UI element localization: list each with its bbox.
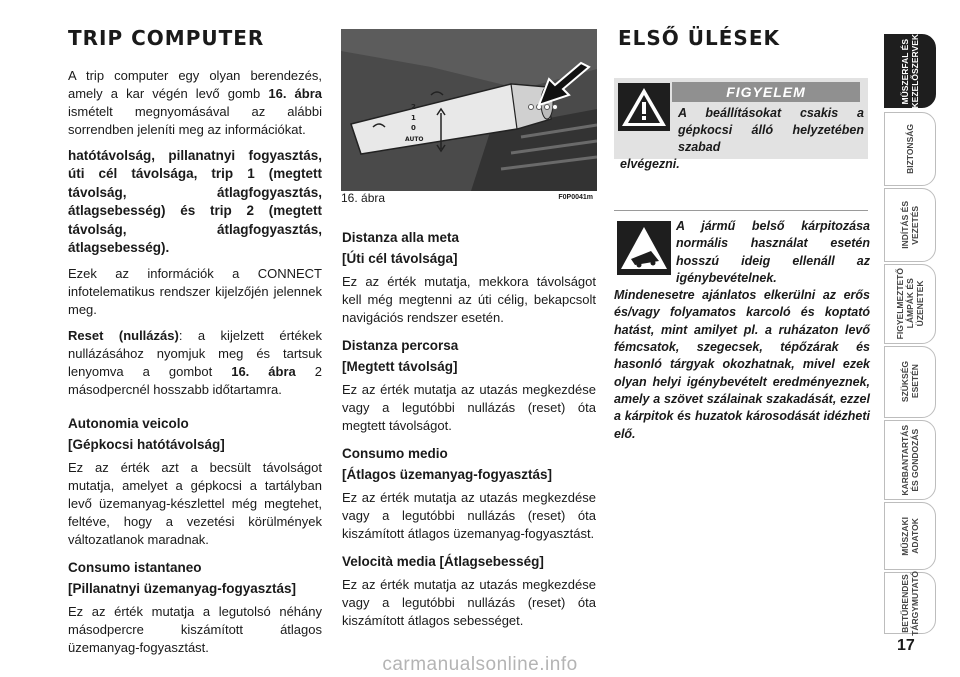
trip-computer-text: [68, 67, 322, 657]
istantaneo-heading: Consumo istantaneo: [68, 560, 202, 576]
velocita-heading: Velocità media [Átlagsebesség]: [342, 554, 544, 569]
meta-heading: Distanza alla meta: [342, 230, 460, 245]
istantaneo-heading-hu: [Pillanatnyi üzemanyag-fogyasztás]: [68, 581, 297, 597]
tab-maintenance[interactable]: KARBANTARTÁS ÉS GONDOZÁS: [884, 420, 936, 500]
trip-intro: A trip computer egy olyan berendezés, amely a kar végén levő gomb 16. ábra ismételt megnyomásával az alábbi sorrendben jeleníti meg az információkat.: [68, 68, 322, 137]
lever-figure: [341, 29, 597, 191]
meta-text: Ez az érték mutatja, mekkora távolságot kell még megtenni az úti célig, bekapcsolt navigációs rendszer esetén.: [342, 274, 596, 325]
percorsa-heading: Distanza percorsa: [342, 338, 459, 353]
lever-label: 0: [411, 124, 416, 132]
tab-warning-lights[interactable]: FIGYELMEZTETŐ LÁMPÁK ÉS ÜZENETEK: [884, 264, 936, 344]
autonomia-heading: Autonomia veicolo: [68, 416, 189, 432]
meta-heading-hu: [Úti cél távolsága]: [342, 251, 458, 266]
trip-computer-title: TRIP COMPUTER: [68, 26, 265, 50]
info-sequence: hatótávolság, pillanatnyi fogyasztás, úti cél távolsága, trip 1 (megtett távolság, átlagfogyasztás, átlagsebesség) és trip 2 (megtett távolság, átlagfogyasztás, átlagsebesség).: [68, 148, 322, 256]
figure-number: 16. ábra: [341, 191, 386, 205]
divider: [614, 210, 868, 211]
stalk-illustration: [341, 29, 597, 191]
autonomia-heading-hu: [Gépkocsi hatótávolság]: [68, 437, 225, 453]
figure-reference: 16. ábra: [268, 86, 322, 101]
warning-text: A beállításokat csakis a gépkocsi álló helyzetében szabad elvégezni.: [620, 106, 864, 171]
front-seats-title: ELSŐ ÜLÉSEK: [618, 26, 780, 50]
watermark: carmanualsonline.info: [382, 654, 578, 675]
warning-header: FIGYELEM: [672, 82, 860, 102]
figure-caption: [341, 191, 597, 207]
figure-reference: 16. ábra: [231, 364, 296, 380]
page-number: 17: [897, 637, 915, 654]
tab-emergency[interactable]: SZÜKSÉG ESETÉN: [884, 346, 936, 418]
medio-heading: Consumo medio: [342, 446, 448, 461]
tab-index[interactable]: BETŰRENDES TÁRGYMUTATÓ: [884, 572, 936, 634]
autonomia-text: Ez az érték azt a becsült távolságot mutatja, amelyet a gépkocsi a tartályban levő üzemanyag-készlettel még megtehet, feltéve, hogy a vezetési körülmények változatlanok maradnak.: [68, 460, 322, 548]
reset-label: Reset (nullázás): [68, 328, 179, 344]
lever-label: 2: [411, 103, 416, 111]
tab-technical-data[interactable]: MŰSZAKI ADATOK: [884, 502, 936, 570]
percorsa-heading-hu: [Megtett távolság]: [342, 359, 458, 374]
lever-label: AUTO: [405, 136, 424, 143]
tab-instruments[interactable]: MŰSZERFAL ÉS KEZELŐSZERVEK: [884, 34, 936, 108]
connect-info: Ezek az információk a CONNECT infotelematikus rendszer kijelzőjén jelennek meg.: [68, 266, 322, 318]
medio-text: Ez az érték mutatja az utazás megkezdése vagy a legutóbbi nullázás (reset) óta kiszámított átlagos üzemanyag-fogyasztást.: [342, 490, 596, 541]
percorsa-text: Ez az érték mutatja az utazás megkezdése vagy a legutóbbi nullázás (reset) óta megtett távolságot.: [342, 382, 596, 433]
istantaneo-text: Ez az érték mutatja a legutolsó néhány másodpercre kiszámított átlagos üzemanyag-fogyasztást.: [68, 604, 322, 656]
figure-code: F0P0041m: [558, 194, 593, 201]
tab-safety[interactable]: BIZTONSÁG: [884, 112, 936, 186]
trip-computer-text-continued: [342, 227, 596, 630]
tab-starting-driving[interactable]: INDÍTÁS ÉS VEZETÉS: [884, 188, 936, 262]
lever-label: 1: [411, 114, 416, 122]
velocita-text: Ez az érték mutatja az utazás megkezdése vagy a legutóbbi nullázás (reset) óta kiszámított átlagos sebességet.: [342, 577, 596, 628]
reset-info: Reset (nullázás): a kijelzett értékek nullázásához nyomjuk meg és tartsuk lenyomva a gombot 16. ábra 2 másodpercnél hosszabb időtartamra.: [68, 328, 322, 398]
upholstery-notice: A jármű belső kárpitozása normális használat esetén hosszú ideig ellenáll az igénybevételnek. Mindenesetre ajánlatos elkerülni az erős és/vagy folyamatos karcoló és koptató hatást, mint amilyet pl. a ruházaton levő fémcsatok, szegecsek, tépőzárak és hasonló tárgyak okozhatnak, mivel ezek olyan helyi igénybevételt eredményeznek, amely a szövet szálainak szakadását, ezzel a kárpitok és huzatok károsodását idézheti elő.: [614, 219, 870, 441]
medio-heading-hu: [Átlagos üzemanyag-fogyasztás]: [342, 467, 553, 482]
